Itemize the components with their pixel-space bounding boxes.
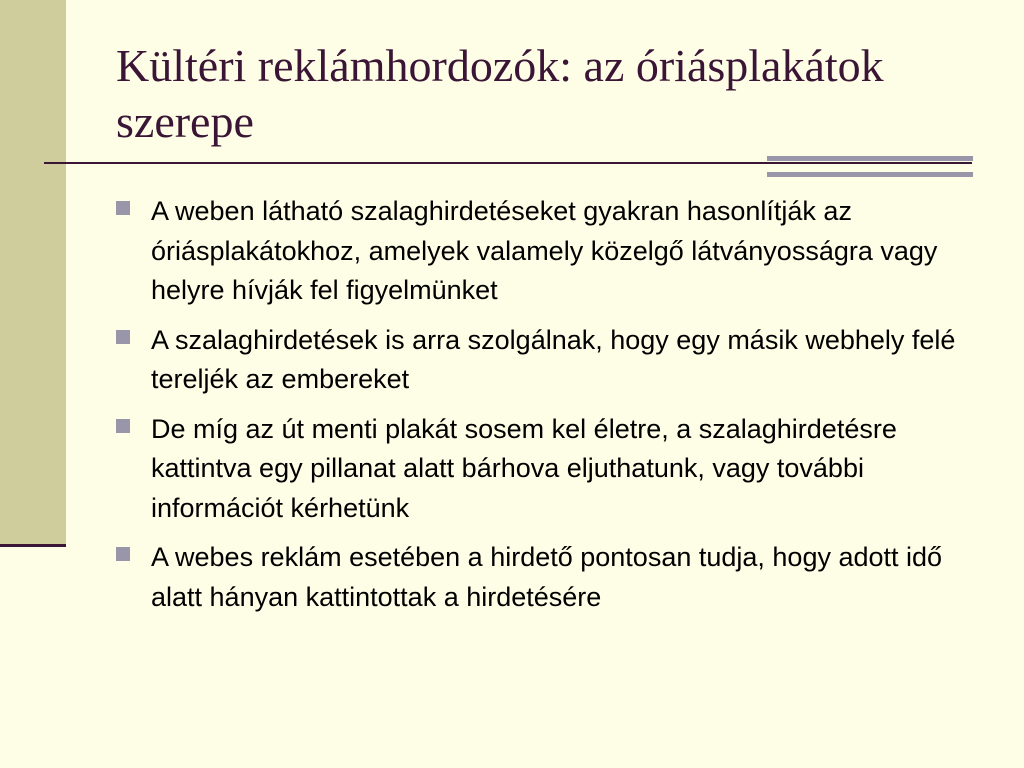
bullet-item — [116, 538, 966, 617]
square-bullet-icon — [116, 547, 130, 561]
bullet-text: De míg az út menti plakát sosem kel életre, a szalaghirdetésre kattintva egy pillanat alatt bárhova eljuthatunk, vagy további információt kérhetünk — [151, 413, 897, 523]
left-decor-rule — [0, 544, 66, 547]
accent-bar-top — [767, 156, 973, 161]
square-bullet-icon — [116, 201, 130, 215]
bullet-item — [116, 192, 966, 311]
square-bullet-icon — [116, 330, 130, 344]
bullet-item — [116, 321, 966, 400]
bullet-item — [116, 410, 966, 529]
bullet-text: A webes reklám esetében a hirdető pontosan tudja, hogy adott idő alatt hányan kattintottak a hirdetésére — [151, 542, 943, 612]
bullet-list — [116, 192, 966, 627]
accent-bar-bottom — [767, 172, 973, 177]
bullet-text: A szalaghirdetések is arra szolgálnak, hogy egy másik webhely felé tereljék az embereket — [151, 324, 956, 394]
bullet-text: A weben látható szalaghirdetéseket gyakran hasonlítják az óriásplakátokhoz, amelyek valamely közelgő látványosságra vagy helyre hívják fel figyelmünket — [151, 196, 938, 305]
left-decor-bar — [0, 0, 66, 547]
square-bullet-icon — [116, 419, 130, 433]
title-divider — [44, 162, 972, 164]
slide-title: Kültéri reklámhordozók: az óriásplakátok szerepe — [116, 40, 884, 147]
